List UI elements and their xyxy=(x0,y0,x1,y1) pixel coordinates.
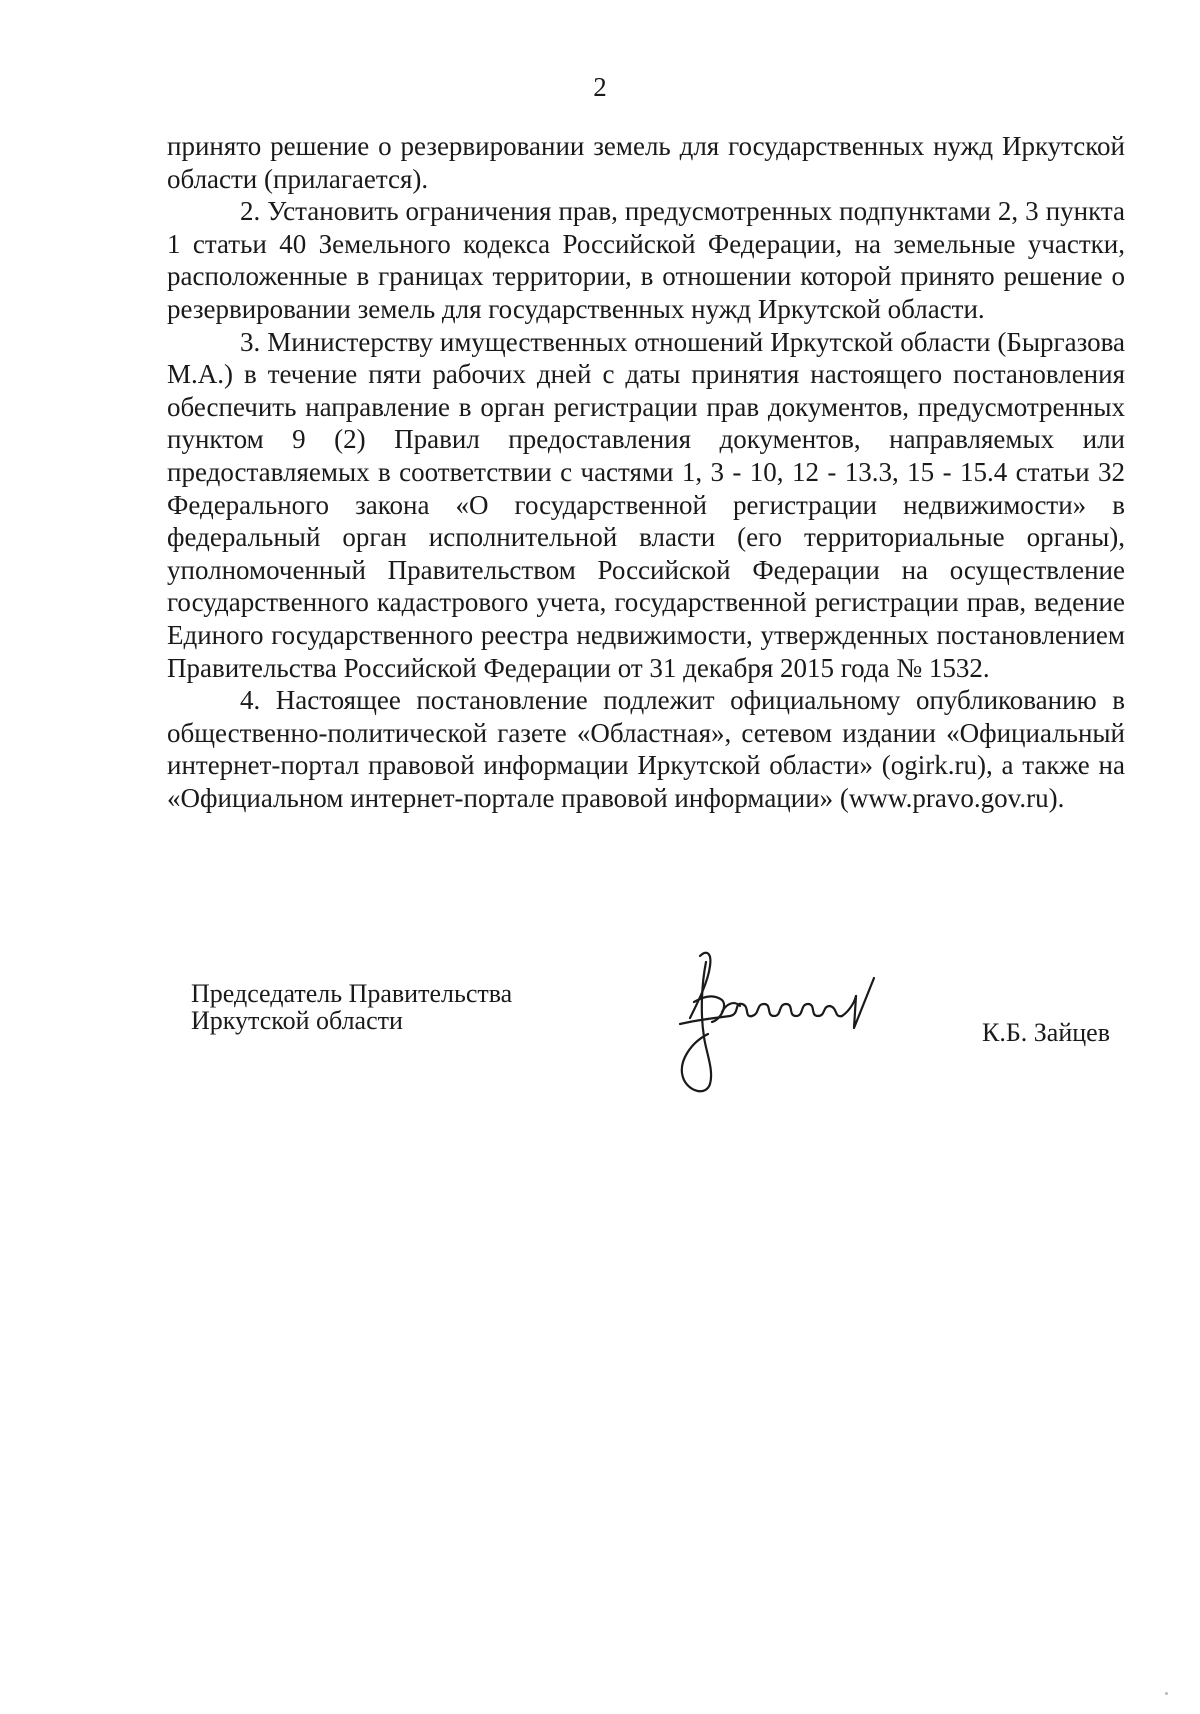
page-number: 2 xyxy=(593,72,607,102)
paragraph-item-3: 3. Министерству имущественных отношений Иркутской области (Быргазова М.А.) в течение пяти рабочих дней с даты принятия настоящего постановления обеспечить направление в орган регистрации прав документов, предусмотренных пунктом 9 (2) Правил предоставления документов, направляемых или предоставляемых в соответствии с частями 1, 3 - 10, 12 - 13.3, 15 - 15.4 статьи 32 Федерального закона «О государственной регистрации недвижимости» в федеральный орган исполнительной власти (его территориальные органы), уполномоченный Правительством Российской Федерации на осуществление государственного кадастрового учета, государственной регистрации прав, ведение Единого государственного реестра недвижимости, утвержденных постановлением Правительства Российской Федерации от 31 декабря 2015 года № 1532. xyxy=(167,326,1125,683)
handwritten-signature xyxy=(670,942,910,1102)
signer-name: К.Б. Зайцев xyxy=(982,1018,1110,1047)
signer-position-line-1: Председатель Правительства xyxy=(191,979,513,1008)
paragraph-continuation: принято решение о резервировании земель для государственных нужд Иркутской области (прилагается). xyxy=(167,131,1125,194)
paragraph-item-2: 2. Установить ограничения прав, предусмотренных подпунктами 2, 3 пункта 1 статьи 40 Земельного кодекса Российской Федерации, на земельные участки, расположенные в границах территории, в отношении которой принято решение о резервировании земель для государственных нужд Иркутской области. xyxy=(167,196,1125,324)
paragraph-item-4: 4. Настоящее постановление подлежит официальному опубликованию в общественно-политической газете «Областная», сетевом издании «Официальный интернет-портал правовой информации Иркутской области» (ogirk.ru), а также на «Официальном интернет-портале правовой информации» (www.pravo.gov.ru). xyxy=(167,685,1125,813)
scan-artifact xyxy=(1165,1692,1168,1695)
signer-position xyxy=(191,980,512,1034)
signer-position-line-2: Иркутской области xyxy=(191,1006,403,1035)
